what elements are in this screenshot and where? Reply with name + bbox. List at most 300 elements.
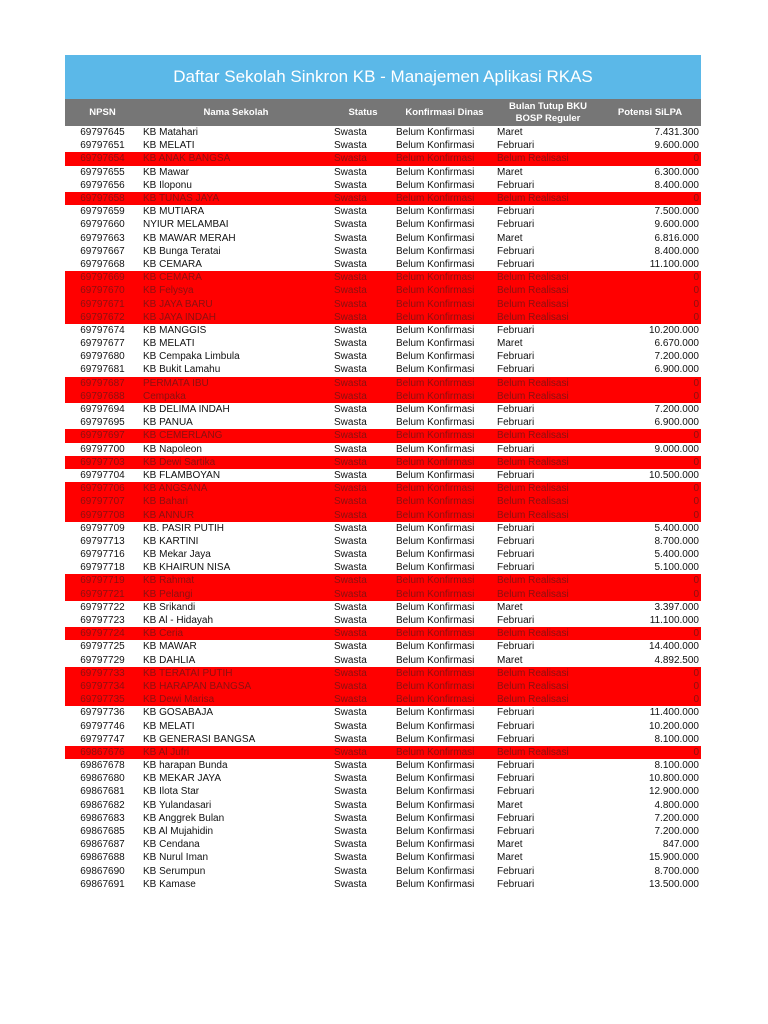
table-row[interactable] [65, 258, 701, 271]
cell-nama-sekolah: KB MAWAR MERAH [143, 232, 236, 244]
cell-potensi-silpa: 0 [693, 496, 699, 508]
table-row[interactable] [65, 152, 701, 165]
table-row[interactable] [65, 627, 701, 640]
cell-konfirmasi-dinas: Belum Konfirmasi [396, 206, 475, 218]
cell-npsn: 69797709 [80, 522, 125, 534]
cell-konfirmasi-dinas: Belum Konfirmasi [396, 127, 475, 139]
cell-status: Swasta [334, 865, 367, 877]
cell-konfirmasi-dinas: Belum Konfirmasi [396, 483, 475, 495]
cell-bulan-tutup-bku: Belum Realisasi [497, 153, 569, 165]
cell-status: Swasta [334, 720, 367, 732]
table-row[interactable] [65, 390, 701, 403]
cell-konfirmasi-dinas: Belum Konfirmasi [396, 456, 475, 468]
table-row[interactable] [65, 166, 701, 179]
cell-potensi-silpa: 8.100.000 [654, 760, 699, 772]
table-row[interactable] [65, 719, 701, 732]
cell-konfirmasi-dinas: Belum Konfirmasi [396, 839, 475, 851]
cell-npsn: 69867678 [80, 760, 125, 772]
cell-potensi-silpa: 5.400.000 [654, 549, 699, 561]
cell-konfirmasi-dinas: Belum Konfirmasi [396, 390, 475, 402]
table-row[interactable] [65, 192, 701, 205]
cell-npsn: 69797718 [80, 562, 125, 574]
cell-potensi-silpa: 0 [693, 746, 699, 758]
table-row[interactable] [65, 825, 701, 838]
cell-bulan-tutup-bku: Belum Realisasi [497, 680, 569, 692]
cell-bulan-tutup-bku: Belum Realisasi [497, 694, 569, 706]
cell-status: Swasta [334, 615, 367, 627]
cell-bulan-tutup-bku: Februari [497, 324, 535, 336]
table-row[interactable] [65, 297, 701, 310]
cell-konfirmasi-dinas: Belum Konfirmasi [396, 377, 475, 389]
table-row[interactable] [65, 561, 701, 574]
cell-bulan-tutup-bku: Februari [497, 179, 535, 191]
table-row[interactable] [65, 680, 701, 693]
cell-konfirmasi-dinas: Belum Konfirmasi [396, 417, 475, 429]
cell-bulan-tutup-bku: Februari [497, 760, 535, 772]
cell-potensi-silpa: 7.200.000 [654, 812, 699, 824]
cell-konfirmasi-dinas: Belum Konfirmasi [396, 245, 475, 257]
cell-konfirmasi-dinas: Belum Konfirmasi [396, 667, 475, 679]
table-row[interactable] [65, 654, 701, 667]
cell-potensi-silpa: 847.000 [662, 839, 699, 851]
cell-potensi-silpa: 0 [693, 509, 699, 521]
cell-konfirmasi-dinas: Belum Konfirmasi [396, 311, 475, 323]
cell-status: Swasta [334, 812, 367, 824]
cell-status: Swasta [334, 601, 367, 613]
cell-bulan-tutup-bku: Februari [497, 469, 535, 481]
table-row[interactable] [65, 377, 701, 390]
table-row[interactable] [65, 416, 701, 429]
cell-potensi-silpa: 10.200.000 [648, 324, 699, 336]
cell-nama-sekolah: KB Napoleon [143, 443, 202, 455]
cell-konfirmasi-dinas: Belum Konfirmasi [396, 324, 475, 336]
cell-npsn: 69867682 [80, 799, 125, 811]
cell-konfirmasi-dinas: Belum Konfirmasi [396, 443, 475, 455]
cell-konfirmasi-dinas: Belum Konfirmasi [396, 469, 475, 481]
cell-npsn: 69867690 [80, 865, 125, 877]
cell-nama-sekolah: KB Al - Hidayah [143, 615, 214, 627]
table-row[interactable] [65, 812, 701, 825]
cell-status: Swasta [334, 140, 367, 152]
cell-nama-sekolah: KB GENERASI BANGSA [143, 733, 256, 745]
cell-npsn: 69797667 [80, 245, 125, 257]
cell-nama-sekolah: KB Nurul Iman [143, 852, 209, 864]
cell-status: Swasta [334, 549, 367, 561]
cell-potensi-silpa: 0 [693, 575, 699, 587]
table-row[interactable] [65, 363, 701, 376]
cell-status: Swasta [334, 153, 367, 165]
header-potensi-silpa: Potensi SiLPA [617, 107, 683, 118]
cell-npsn: 69797716 [80, 549, 125, 561]
cell-potensi-silpa: 0 [693, 272, 699, 284]
cell-bulan-tutup-bku: Februari [497, 258, 535, 270]
cell-bulan-tutup-bku: Maret [497, 601, 523, 613]
cell-potensi-silpa: 7.200.000 [654, 826, 699, 838]
cell-potensi-silpa: 0 [693, 483, 699, 495]
cell-nama-sekolah: KB MEKAR JAYA [143, 773, 221, 785]
table-row[interactable] [65, 350, 701, 363]
table-row[interactable] [65, 495, 701, 508]
table-row[interactable] [65, 403, 701, 416]
cell-konfirmasi-dinas: Belum Konfirmasi [396, 522, 475, 534]
cell-nama-sekolah: KB Al Jufri [143, 746, 190, 758]
cell-konfirmasi-dinas: Belum Konfirmasi [396, 509, 475, 521]
cell-konfirmasi-dinas: Belum Konfirmasi [396, 615, 475, 627]
cell-konfirmasi-dinas: Belum Konfirmasi [396, 641, 475, 653]
cell-bulan-tutup-bku: Belum Realisasi [497, 456, 569, 468]
table-row[interactable] [65, 337, 701, 350]
cell-bulan-tutup-bku: Februari [497, 404, 535, 416]
cell-potensi-silpa: 9.000.000 [654, 443, 699, 455]
cell-nama-sekolah: KB Kamase [143, 878, 196, 890]
cell-konfirmasi-dinas: Belum Konfirmasi [396, 799, 475, 811]
cell-nama-sekolah: KB Iloponu [143, 179, 192, 191]
cell-nama-sekolah: KB Al Mujahidin [143, 826, 214, 838]
cell-potensi-silpa: 4.800.000 [654, 799, 699, 811]
cell-potensi-silpa: 6.900.000 [654, 417, 699, 429]
table-row[interactable] [65, 746, 701, 759]
cell-bulan-tutup-bku: Maret [497, 839, 523, 851]
cell-bulan-tutup-bku: Maret [497, 127, 523, 139]
cell-npsn: 69797681 [80, 364, 125, 376]
cell-bulan-tutup-bku: Belum Realisasi [497, 298, 569, 310]
cell-status: Swasta [334, 826, 367, 838]
cell-nama-sekolah: KB MELATI [143, 140, 195, 152]
cell-nama-sekolah: KB Anggrek Bulan [143, 812, 225, 824]
sheet-title-bar [65, 55, 701, 99]
cell-potensi-silpa: 0 [693, 680, 699, 692]
cell-npsn: 69797713 [80, 535, 125, 547]
table-row[interactable] [65, 667, 701, 680]
cell-konfirmasi-dinas: Belum Konfirmasi [396, 746, 475, 758]
table-header [65, 99, 701, 126]
cell-bulan-tutup-bku: Maret [497, 166, 523, 178]
table-row[interactable] [65, 706, 701, 719]
cell-nama-sekolah: KB CEMERLANG [143, 430, 223, 442]
cell-npsn: 69797655 [80, 166, 125, 178]
cell-npsn: 69797658 [80, 193, 125, 205]
cell-npsn: 69797670 [80, 285, 125, 297]
table-row[interactable] [65, 232, 701, 245]
cell-status: Swasta [334, 272, 367, 284]
cell-konfirmasi-dinas: Belum Konfirmasi [396, 364, 475, 376]
cell-status: Swasta [334, 258, 367, 270]
table-row[interactable] [65, 324, 701, 337]
cell-potensi-silpa: 0 [693, 628, 699, 640]
cell-potensi-silpa: 6.816.000 [654, 232, 699, 244]
cell-status: Swasta [334, 443, 367, 455]
header-bulan-tutup-bku [495, 99, 599, 126]
cell-status: Swasta [334, 799, 367, 811]
cell-bulan-tutup-bku: Belum Realisasi [497, 430, 569, 442]
cell-potensi-silpa: 10.200.000 [648, 720, 699, 732]
table-row[interactable] [65, 218, 701, 231]
cell-konfirmasi-dinas: Belum Konfirmasi [396, 812, 475, 824]
cell-status: Swasta [334, 456, 367, 468]
cell-npsn: 69867685 [80, 826, 125, 838]
table-row[interactable] [65, 614, 701, 627]
table-row[interactable] [65, 456, 701, 469]
cell-nama-sekolah: KB KHAIRUN NISA [143, 562, 231, 574]
cell-npsn: 69797736 [80, 707, 125, 719]
cell-bulan-tutup-bku: Belum Realisasi [497, 667, 569, 679]
table-row[interactable] [65, 601, 701, 614]
cell-npsn: 69797688 [80, 390, 125, 402]
cell-konfirmasi-dinas: Belum Konfirmasi [396, 680, 475, 692]
cell-nama-sekolah: KB Bukit Lamahu [143, 364, 221, 376]
cell-status: Swasta [334, 522, 367, 534]
table-row[interactable] [65, 640, 701, 653]
cell-nama-sekolah: KB MELATI [143, 720, 195, 732]
table-row[interactable] [65, 851, 701, 864]
cell-potensi-silpa: 11.100.000 [649, 258, 699, 270]
cell-potensi-silpa: 5.100.000 [654, 562, 699, 574]
cell-bulan-tutup-bku: Februari [497, 615, 535, 627]
cell-npsn: 69797669 [80, 272, 125, 284]
cell-potensi-silpa: 0 [693, 694, 699, 706]
cell-potensi-silpa: 11.400.000 [649, 707, 699, 719]
cell-nama-sekolah: KB Serumpun [143, 865, 206, 877]
cell-bulan-tutup-bku: Belum Realisasi [497, 575, 569, 587]
cell-konfirmasi-dinas: Belum Konfirmasi [396, 562, 475, 574]
cell-npsn: 69797671 [80, 298, 125, 310]
cell-status: Swasta [334, 364, 367, 376]
cell-nama-sekolah: KB MELATI [143, 338, 195, 350]
cell-npsn: 69797654 [80, 153, 125, 165]
cell-potensi-silpa: 7.500.000 [654, 206, 699, 218]
cell-potensi-silpa: 8.700.000 [654, 865, 699, 877]
table-row[interactable] [65, 205, 701, 218]
cell-konfirmasi-dinas: Belum Konfirmasi [396, 826, 475, 838]
cell-nama-sekolah: KB Cempaka Limbula [143, 351, 240, 363]
table-row[interactable] [65, 179, 701, 192]
cell-potensi-silpa: 7.200.000 [654, 351, 699, 363]
cell-npsn: 69867680 [80, 773, 125, 785]
cell-bulan-tutup-bku: Februari [497, 812, 535, 824]
cell-konfirmasi-dinas: Belum Konfirmasi [396, 496, 475, 508]
cell-npsn: 69797724 [80, 628, 125, 640]
table-row[interactable] [65, 508, 701, 521]
table-row[interactable] [65, 245, 701, 258]
cell-bulan-tutup-bku: Belum Realisasi [497, 193, 569, 205]
table-row[interactable] [65, 535, 701, 548]
cell-npsn: 69797725 [80, 641, 125, 653]
cell-status: Swasta [334, 245, 367, 257]
cell-status: Swasta [334, 694, 367, 706]
cell-potensi-silpa: 13.500.000 [648, 878, 699, 890]
cell-npsn: 69797697 [80, 430, 125, 442]
cell-npsn: 69797660 [80, 219, 125, 231]
cell-konfirmasi-dinas: Belum Konfirmasi [396, 258, 475, 270]
table-row[interactable] [65, 126, 701, 139]
cell-konfirmasi-dinas: Belum Konfirmasi [396, 404, 475, 416]
table-row[interactable] [65, 443, 701, 456]
cell-bulan-tutup-bku: Februari [497, 219, 535, 231]
cell-nama-sekolah: KB Ilota Star [143, 786, 200, 798]
cell-npsn: 69797735 [80, 694, 125, 706]
cell-potensi-silpa: 4.892.500 [654, 654, 699, 666]
table-row[interactable] [65, 574, 701, 587]
cell-status: Swasta [334, 667, 367, 679]
cell-status: Swasta [334, 509, 367, 521]
table-row[interactable] [65, 482, 701, 495]
cell-npsn: 69867683 [80, 812, 125, 824]
table-row[interactable] [65, 799, 701, 812]
cell-bulan-tutup-bku: Februari [497, 245, 535, 257]
cell-nama-sekolah: KB ANGSANA [143, 483, 208, 495]
table-row[interactable] [65, 772, 701, 785]
table-row[interactable] [65, 878, 701, 891]
cell-konfirmasi-dinas: Belum Konfirmasi [396, 601, 475, 613]
table-row[interactable] [65, 865, 701, 878]
cell-nama-sekolah: KB CEMARA [143, 272, 202, 284]
cell-bulan-tutup-bku: Maret [497, 338, 523, 350]
cell-status: Swasta [334, 483, 367, 495]
cell-npsn: 69797663 [80, 232, 125, 244]
cell-potensi-silpa: 6.670.000 [654, 338, 699, 350]
cell-status: Swasta [334, 351, 367, 363]
cell-bulan-tutup-bku: Belum Realisasi [497, 311, 569, 323]
cell-konfirmasi-dinas: Belum Konfirmasi [396, 298, 475, 310]
cell-potensi-silpa: 9.600.000 [654, 219, 699, 231]
cell-bulan-tutup-bku: Februari [497, 364, 535, 376]
cell-bulan-tutup-bku: Februari [497, 535, 535, 547]
cell-konfirmasi-dinas: Belum Konfirmasi [396, 166, 475, 178]
cell-konfirmasi-dinas: Belum Konfirmasi [396, 549, 475, 561]
cell-status: Swasta [334, 166, 367, 178]
header-konfirmasi-dinas: Konfirmasi Dinas [405, 107, 484, 118]
cell-npsn: 69797723 [80, 615, 125, 627]
cell-npsn: 69797734 [80, 680, 125, 692]
cell-nama-sekolah: KB Bunga Teratai [143, 245, 221, 257]
header-bulan-line2: BOSP Reguler [515, 112, 581, 124]
cell-nama-sekolah: KB Ceria [143, 628, 184, 640]
cell-bulan-tutup-bku: Februari [497, 878, 535, 890]
header-nama-sekolah: Nama Sekolah [203, 107, 269, 118]
cell-npsn: 69797677 [80, 338, 125, 350]
cell-status: Swasta [334, 733, 367, 745]
cell-npsn: 69797719 [80, 575, 125, 587]
table-row[interactable] [65, 311, 701, 324]
table-row[interactable] [65, 284, 701, 297]
table-row[interactable] [65, 469, 701, 482]
table-row[interactable] [65, 271, 701, 284]
cell-nama-sekolah: KB KARTINI [143, 535, 199, 547]
cell-potensi-silpa: 0 [693, 588, 699, 600]
cell-status: Swasta [334, 878, 367, 890]
cell-konfirmasi-dinas: Belum Konfirmasi [396, 193, 475, 205]
table-row[interactable] [65, 838, 701, 851]
cell-status: Swasta [334, 760, 367, 772]
header-npsn: NPSN [89, 107, 116, 118]
cell-npsn: 69797680 [80, 351, 125, 363]
cell-konfirmasi-dinas: Belum Konfirmasi [396, 140, 475, 152]
cell-status: Swasta [334, 641, 367, 653]
table-row[interactable] [65, 588, 701, 601]
cell-potensi-silpa: 0 [693, 430, 699, 442]
cell-status: Swasta [334, 707, 367, 719]
cell-nama-sekolah: KB Mekar Jaya [143, 549, 211, 561]
cell-potensi-silpa: 8.700.000 [654, 535, 699, 547]
cell-nama-sekolah: KB Srikandi [143, 601, 196, 613]
cell-status: Swasta [334, 179, 367, 191]
cell-konfirmasi-dinas: Belum Konfirmasi [396, 588, 475, 600]
cell-konfirmasi-dinas: Belum Konfirmasi [396, 694, 475, 706]
cell-nama-sekolah: KB DAHLIA [143, 654, 196, 666]
cell-bulan-tutup-bku: Februari [497, 443, 535, 455]
cell-potensi-silpa: 9.600.000 [654, 140, 699, 152]
cell-npsn: 69797695 [80, 417, 125, 429]
cell-konfirmasi-dinas: Belum Konfirmasi [396, 575, 475, 587]
cell-konfirmasi-dinas: Belum Konfirmasi [396, 786, 475, 798]
cell-nama-sekolah: KB Felysya [143, 285, 194, 297]
cell-konfirmasi-dinas: Belum Konfirmasi [396, 852, 475, 864]
cell-npsn: 69797706 [80, 483, 125, 495]
cell-npsn: 69867687 [80, 839, 125, 851]
cell-konfirmasi-dinas: Belum Konfirmasi [396, 760, 475, 772]
cell-potensi-silpa: 0 [693, 193, 699, 205]
cell-nama-sekolah: KB ANAK BANGSA [143, 153, 231, 165]
cell-npsn: 69797746 [80, 720, 125, 732]
cell-npsn: 69797708 [80, 509, 125, 521]
cell-bulan-tutup-bku: Februari [497, 826, 535, 838]
cell-konfirmasi-dinas: Belum Konfirmasi [396, 430, 475, 442]
cell-konfirmasi-dinas: Belum Konfirmasi [396, 285, 475, 297]
table-row[interactable] [65, 429, 701, 442]
cell-konfirmasi-dinas: Belum Konfirmasi [396, 720, 475, 732]
cell-bulan-tutup-bku: Februari [497, 865, 535, 877]
cell-status: Swasta [334, 496, 367, 508]
table-row[interactable] [65, 139, 701, 152]
header-status: Status [348, 107, 378, 118]
table-row[interactable] [65, 733, 701, 746]
cell-nama-sekolah: KB TERATAI PUTIH [143, 667, 233, 679]
cell-bulan-tutup-bku: Belum Realisasi [497, 483, 569, 495]
cell-potensi-silpa: 0 [693, 311, 699, 323]
cell-bulan-tutup-bku: Februari [497, 786, 535, 798]
cell-npsn: 69797707 [80, 496, 125, 508]
table-row[interactable] [65, 693, 701, 706]
cell-konfirmasi-dinas: Belum Konfirmasi [396, 219, 475, 231]
cell-bulan-tutup-bku: Februari [497, 562, 535, 574]
cell-status: Swasta [334, 575, 367, 587]
table-body [65, 126, 701, 891]
cell-potensi-silpa: 8.100.000 [654, 733, 699, 745]
table-row[interactable] [65, 785, 701, 798]
table-row[interactable] [65, 548, 701, 561]
cell-potensi-silpa: 0 [693, 667, 699, 679]
cell-konfirmasi-dinas: Belum Konfirmasi [396, 654, 475, 666]
cell-bulan-tutup-bku: Belum Realisasi [497, 377, 569, 389]
cell-npsn: 69797659 [80, 206, 125, 218]
cell-konfirmasi-dinas: Belum Konfirmasi [396, 272, 475, 284]
cell-potensi-silpa: 7.431.300 [654, 127, 699, 139]
cell-status: Swasta [334, 654, 367, 666]
cell-status: Swasta [334, 285, 367, 297]
cell-nama-sekolah: KB TUNAS JAYA [143, 193, 220, 205]
cell-npsn: 69797672 [80, 311, 125, 323]
cell-nama-sekolah: KB MAWAR [143, 641, 197, 653]
table-row[interactable] [65, 759, 701, 772]
table-row[interactable] [65, 522, 701, 535]
cell-konfirmasi-dinas: Belum Konfirmasi [396, 707, 475, 719]
cell-nama-sekolah: KB. PASIR PUTIH [143, 522, 224, 534]
cell-potensi-silpa: 3.397.000 [654, 601, 699, 613]
cell-npsn: 69797733 [80, 667, 125, 679]
cell-nama-sekolah: KB Bahari [143, 496, 189, 508]
cell-npsn: 69797651 [80, 140, 125, 152]
cell-status: Swasta [334, 746, 367, 758]
